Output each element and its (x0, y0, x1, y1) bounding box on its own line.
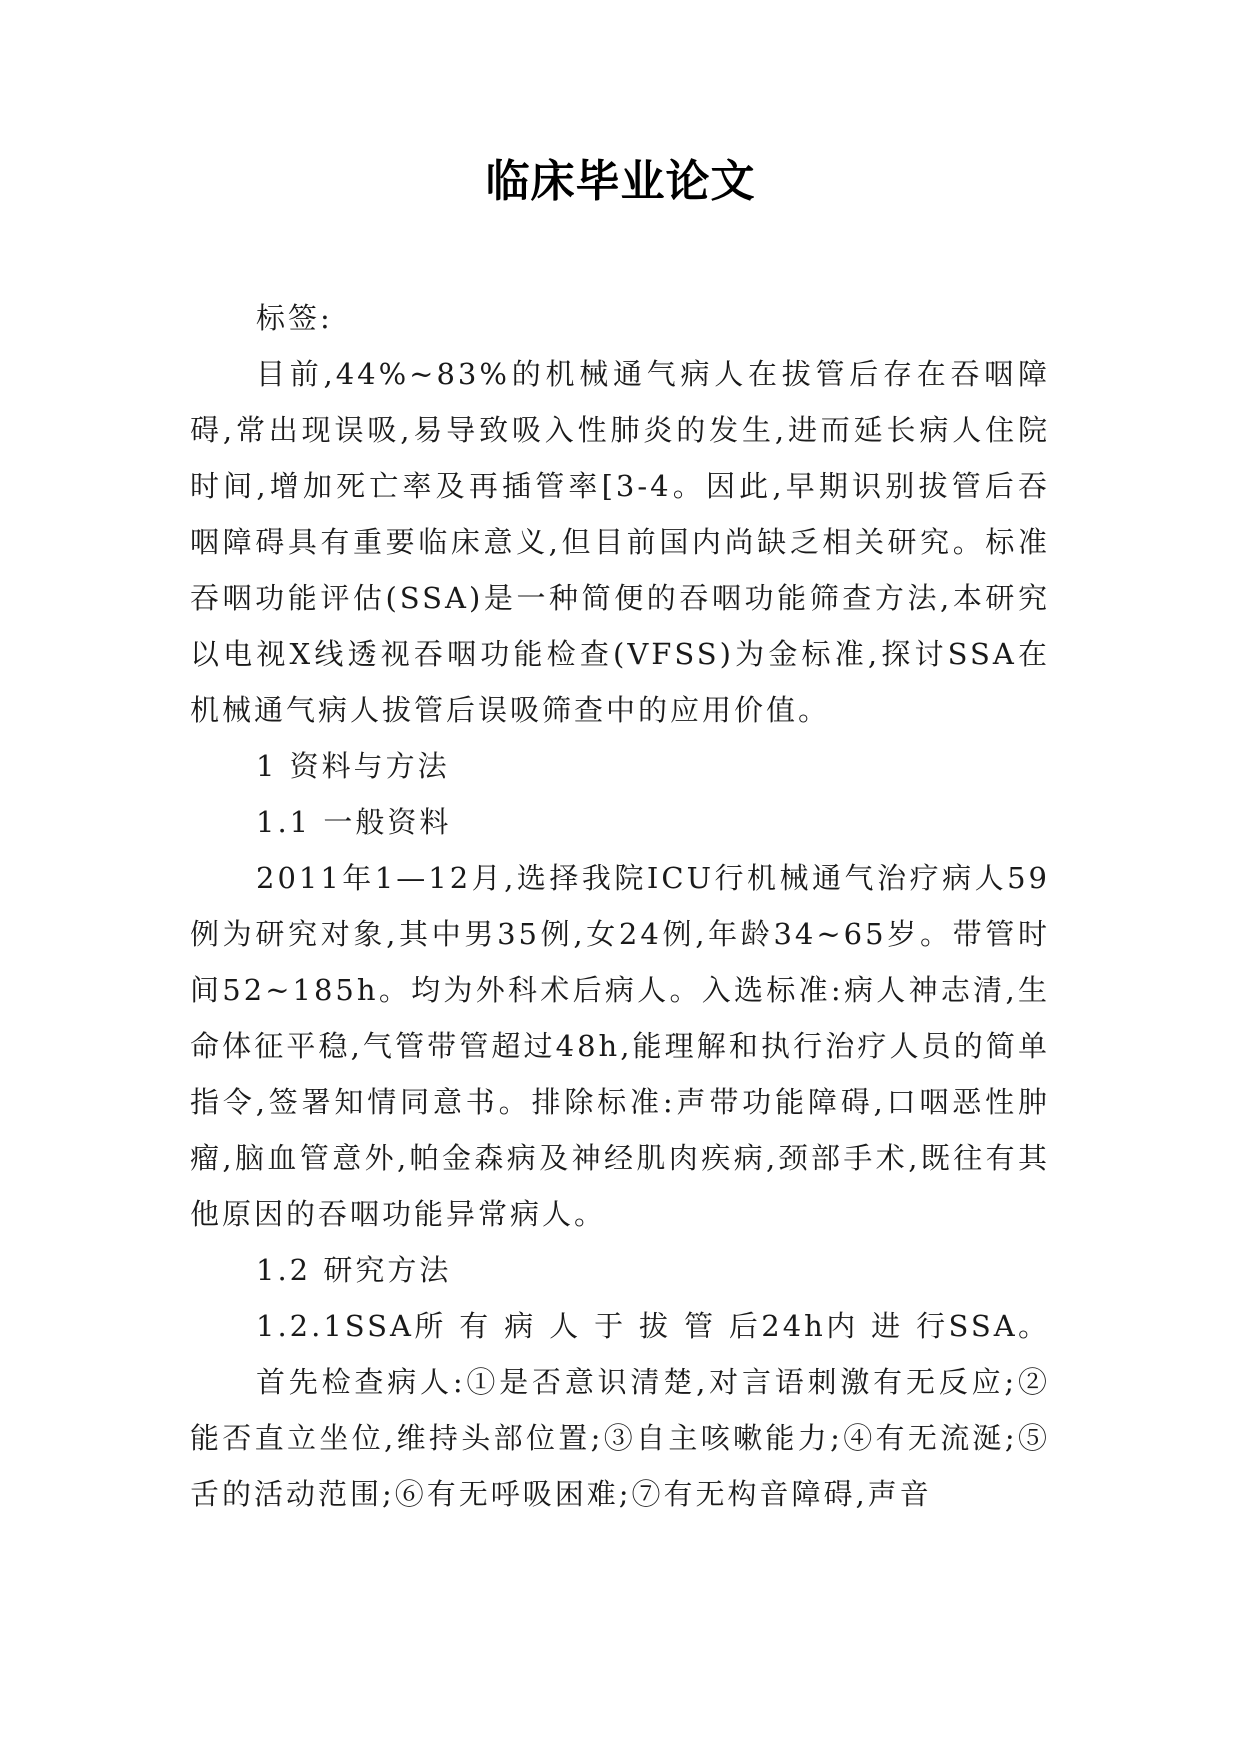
paragraph-general-data: 2011年1—12月,选择我院ICU行机械通气治疗病人59例为研究对象,其中男35例,女24例,年龄34~65岁。带管时间52~185h。均为外科术后病人。入选标准:病人神志清,生命体征平稳,气管带管超过48h,能理解和执行治疗人员的简单指令,签署知情同意书。排除标准:声带功能障碍,口咽恶性肿瘤,脑血管意外,帕金森病及神经肌肉疾病,颈部手术,既往有其他原因的吞咽功能异常病人。 (190, 861, 1050, 1231)
section-heading-materials-methods: 1 资料与方法 (256, 749, 450, 783)
paragraph-ssa-method: 1.2.1SSA所 有 病 人 于 拔 管 后24h内 进 行SSA。 (256, 1309, 1050, 1343)
paragraph-patient-checks: 首先检查病人:①是否意识清楚,对言语刺激有无反应;②能否直立坐位,维持头部位置;③自主咳嗽能力;④有无流涎;⑤舌的活动范围;⑥有无呼吸困难;⑦有无构音障碍,声音 (190, 1365, 1050, 1511)
tags-label: 标签: (256, 301, 333, 335)
document-title: 临床毕业论文 (485, 156, 756, 207)
subsection-heading-research-methods: 1.2 研究方法 (256, 1253, 452, 1287)
document-body (190, 290, 1050, 1522)
paragraph-intro: 目前,44%~83%的机械通气病人在拔管后存在吞咽障碍,常出现误吸,易导致吸入性肺炎的发生,进而延长病人住院时间,增加死亡率及再插管率[3-4。因此,早期识别拔管后吞咽障碍具有重要临床意义,但目前国内尚缺乏相关研究。标准吞咽功能评估(SSA)是一种简便的吞咽功能筛查方法,本研究以电视X线透视吞咽功能检查(VFSS)为金标准,探讨SSA在机械通气病人拔管后误吸筛查中的应用价值。 (190, 357, 1050, 727)
subsection-heading-general-data: 1.1 一般资料 (256, 805, 452, 839)
